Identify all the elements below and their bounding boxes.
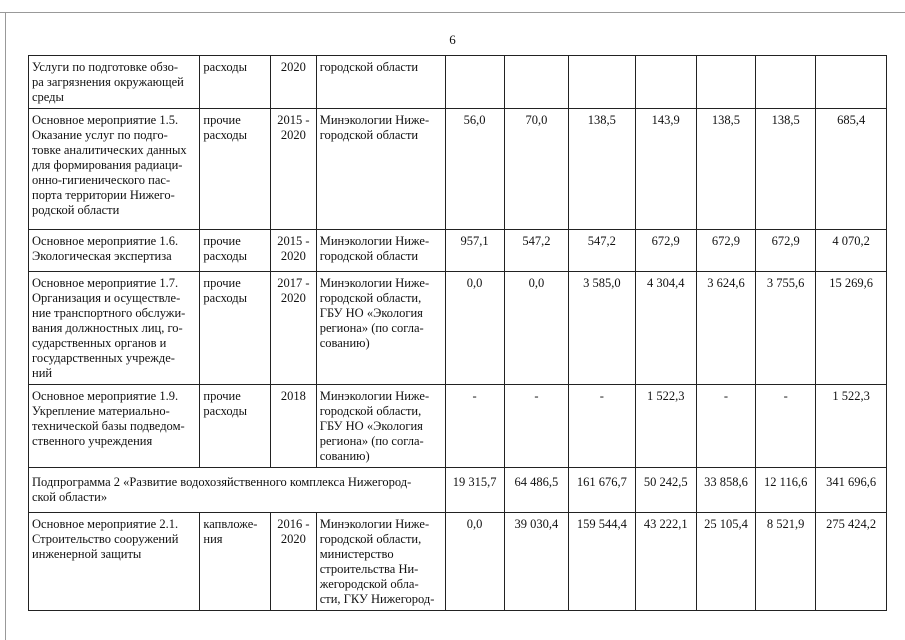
value-cell: 957,1 bbox=[445, 230, 504, 272]
cell-line: 2017 - bbox=[277, 276, 310, 290]
cell-line: городской области, bbox=[319, 532, 422, 546]
table-row bbox=[29, 230, 887, 272]
value-cell bbox=[635, 56, 696, 109]
table-row bbox=[29, 272, 887, 385]
years-cell bbox=[271, 385, 317, 468]
cell-line: региона» (по согла- bbox=[319, 434, 424, 448]
value-cell: 138,5 bbox=[569, 109, 635, 230]
cell-line: 2020 bbox=[280, 532, 306, 546]
cell-line: расходы bbox=[203, 249, 247, 263]
page-left-rule bbox=[5, 12, 6, 640]
cell-line: Основное мероприятие 1.6. bbox=[32, 234, 179, 248]
cell-line: Минэкологии Ниже- bbox=[319, 234, 430, 248]
cell-line: расходы bbox=[203, 60, 247, 74]
cell-line: капвложе- bbox=[203, 517, 258, 531]
years-cell bbox=[271, 56, 317, 109]
executor-cell bbox=[316, 385, 445, 468]
cell-line: инженерной защиты bbox=[32, 547, 142, 561]
cell-line: городской области bbox=[319, 249, 419, 263]
activity-name-cell bbox=[29, 109, 200, 230]
value-cell: 685,4 bbox=[816, 109, 887, 230]
cell-line: министерство bbox=[319, 547, 394, 561]
page-top-rule bbox=[0, 12, 905, 13]
value-cell: 159 544,4 bbox=[569, 513, 635, 611]
value-cell bbox=[569, 56, 635, 109]
table-row bbox=[29, 385, 887, 468]
cell-line: прочие bbox=[203, 113, 241, 127]
value-cell: 39 030,4 bbox=[504, 513, 568, 611]
cell-line: прочие bbox=[203, 276, 241, 290]
cell-line: расходы bbox=[203, 404, 247, 418]
cell-line: расходы bbox=[203, 128, 247, 142]
cell-line: Основное мероприятие 1.7. bbox=[32, 276, 179, 290]
value-cell: 4 070,2 bbox=[816, 230, 887, 272]
value-cell: 672,9 bbox=[696, 230, 755, 272]
value-cell: 672,9 bbox=[756, 230, 816, 272]
value-cell: - bbox=[696, 385, 755, 468]
cell-line: Основное мероприятие 2.1. bbox=[32, 517, 179, 531]
cell-line: для формирования радиаци- bbox=[32, 158, 183, 172]
value-cell: 275 424,2 bbox=[816, 513, 887, 611]
value-cell: 43 222,1 bbox=[635, 513, 696, 611]
cell-line: прочие bbox=[203, 389, 241, 403]
cell-line: порта территории Нижего- bbox=[32, 188, 175, 202]
expense-type-cell bbox=[200, 109, 271, 230]
cell-line: жегородской обла- bbox=[319, 577, 419, 591]
cell-line: Минэкологии Ниже- bbox=[319, 276, 430, 290]
value-cell: 547,2 bbox=[569, 230, 635, 272]
value-cell: 0,0 bbox=[504, 272, 568, 385]
cell-line: ГБУ НО «Экология bbox=[319, 306, 423, 320]
cell-line: сударственных органов и bbox=[32, 336, 167, 350]
cell-line: городской области bbox=[319, 128, 419, 142]
cell-line: ние транспортного обслужи- bbox=[32, 306, 186, 320]
cell-line: онно-гигиенического пас- bbox=[32, 173, 171, 187]
value-cell: 12 116,6 bbox=[756, 468, 816, 513]
cell-line: Основное мероприятие 1.9. bbox=[32, 389, 179, 403]
value-cell: - bbox=[445, 385, 504, 468]
value-cell: 50 242,5 bbox=[635, 468, 696, 513]
value-cell: 143,9 bbox=[635, 109, 696, 230]
value-cell: 1 522,3 bbox=[635, 385, 696, 468]
executor-cell bbox=[316, 513, 445, 611]
value-cell: - bbox=[756, 385, 816, 468]
activity-name-cell bbox=[29, 385, 200, 468]
value-cell: 672,9 bbox=[635, 230, 696, 272]
value-cell: 33 858,6 bbox=[696, 468, 755, 513]
value-cell: 56,0 bbox=[445, 109, 504, 230]
value-cell: 4 304,4 bbox=[635, 272, 696, 385]
expense-type-cell bbox=[200, 56, 271, 109]
table-row bbox=[29, 513, 887, 611]
value-cell bbox=[504, 56, 568, 109]
cell-line: Минэкологии Ниже- bbox=[319, 389, 430, 403]
value-cell bbox=[816, 56, 887, 109]
cell-line: 2015 - bbox=[277, 113, 310, 127]
cell-line: Строительство сооружений bbox=[32, 532, 179, 546]
cell-line: сованию) bbox=[319, 449, 370, 463]
expense-type-cell bbox=[200, 230, 271, 272]
executor-cell bbox=[316, 230, 445, 272]
value-cell: 1 522,3 bbox=[816, 385, 887, 468]
value-cell: 15 269,6 bbox=[816, 272, 887, 385]
cell-line: ской области» bbox=[32, 490, 108, 504]
value-cell: - bbox=[504, 385, 568, 468]
cell-line: городской области, bbox=[319, 404, 422, 418]
value-cell bbox=[445, 56, 504, 109]
value-cell: 161 676,7 bbox=[569, 468, 635, 513]
cell-line: региона» (по согла- bbox=[319, 321, 424, 335]
value-cell: 25 105,4 bbox=[696, 513, 755, 611]
subprogram-name-cell bbox=[29, 468, 446, 513]
executor-cell bbox=[316, 272, 445, 385]
cell-line: ственного учреждения bbox=[32, 434, 153, 448]
value-cell: 547,2 bbox=[504, 230, 568, 272]
cell-line: Оказание услуг по подго- bbox=[32, 128, 168, 142]
budget-table bbox=[28, 55, 887, 611]
table-row bbox=[29, 56, 887, 109]
value-cell: 64 486,5 bbox=[504, 468, 568, 513]
executor-cell bbox=[316, 56, 445, 109]
cell-line: Укрепление материально- bbox=[32, 404, 170, 418]
value-cell: 70,0 bbox=[504, 109, 568, 230]
value-cell: - bbox=[569, 385, 635, 468]
activity-name-cell bbox=[29, 513, 200, 611]
value-cell: 8 521,9 bbox=[756, 513, 816, 611]
activity-name-cell bbox=[29, 230, 200, 272]
executor-cell bbox=[316, 109, 445, 230]
cell-line: ГБУ НО «Экология bbox=[319, 419, 423, 433]
cell-line: расходы bbox=[203, 291, 247, 305]
cell-line: 2020 bbox=[280, 291, 306, 305]
value-cell: 19 315,7 bbox=[445, 468, 504, 513]
cell-line: ния bbox=[203, 532, 223, 546]
cell-line: прочие bbox=[203, 234, 241, 248]
cell-line: ний bbox=[32, 366, 53, 380]
value-cell: 0,0 bbox=[445, 513, 504, 611]
table-row bbox=[29, 109, 887, 230]
cell-line: 2020 bbox=[280, 60, 306, 74]
cell-line: товке аналитических данных bbox=[32, 143, 187, 157]
cell-line: строительства Ни- bbox=[319, 562, 419, 576]
cell-line: ра загрязнения окружающей bbox=[32, 75, 184, 89]
cell-line: 2020 bbox=[280, 249, 306, 263]
value-cell: 3 585,0 bbox=[569, 272, 635, 385]
value-cell: 138,5 bbox=[696, 109, 755, 230]
value-cell: 3 624,6 bbox=[696, 272, 755, 385]
cell-line: Подпрограмма 2 «Развитие водохозяйственного комплекса Нижегород- bbox=[32, 475, 412, 489]
value-cell: 0,0 bbox=[445, 272, 504, 385]
cell-line: среды bbox=[32, 90, 64, 104]
cell-line: 2020 bbox=[280, 128, 306, 142]
cell-line: Услуги по подготовке обзо- bbox=[32, 60, 179, 74]
table-body bbox=[29, 56, 887, 611]
cell-line: Экологическая экспертиза bbox=[32, 249, 172, 263]
years-cell bbox=[271, 230, 317, 272]
cell-line: Минэкологии Ниже- bbox=[319, 113, 430, 127]
cell-line: вания должностных лиц, го- bbox=[32, 321, 183, 335]
expense-type-cell bbox=[200, 272, 271, 385]
years-cell bbox=[271, 513, 317, 611]
cell-line: государственных учрежде- bbox=[32, 351, 175, 365]
cell-line: сти, ГКУ Нижегород- bbox=[319, 592, 435, 606]
years-cell bbox=[271, 272, 317, 385]
subprogram-row bbox=[29, 468, 887, 513]
expense-type-cell bbox=[200, 385, 271, 468]
cell-line: Минэкологии Ниже- bbox=[319, 517, 430, 531]
activity-name-cell bbox=[29, 56, 200, 109]
value-cell: 3 755,6 bbox=[756, 272, 816, 385]
value-cell: 341 696,6 bbox=[816, 468, 887, 513]
cell-line: Основное мероприятие 1.5. bbox=[32, 113, 179, 127]
cell-line: 2016 - bbox=[277, 517, 310, 531]
expense-type-cell bbox=[200, 513, 271, 611]
cell-line: Организация и осуществле- bbox=[32, 291, 181, 305]
value-cell bbox=[756, 56, 816, 109]
years-cell bbox=[271, 109, 317, 230]
cell-line: городской области, bbox=[319, 291, 422, 305]
value-cell bbox=[696, 56, 755, 109]
value-cell: 138,5 bbox=[756, 109, 816, 230]
cell-line: технической базы подведом- bbox=[32, 419, 185, 433]
cell-line: 2015 - bbox=[277, 234, 310, 248]
activity-name-cell bbox=[29, 272, 200, 385]
cell-line: городской области bbox=[319, 60, 419, 74]
cell-line: 2018 bbox=[280, 389, 306, 403]
cell-line: сованию) bbox=[319, 336, 370, 350]
page-number: 6 bbox=[449, 32, 456, 47]
cell-line: родской области bbox=[32, 203, 120, 217]
